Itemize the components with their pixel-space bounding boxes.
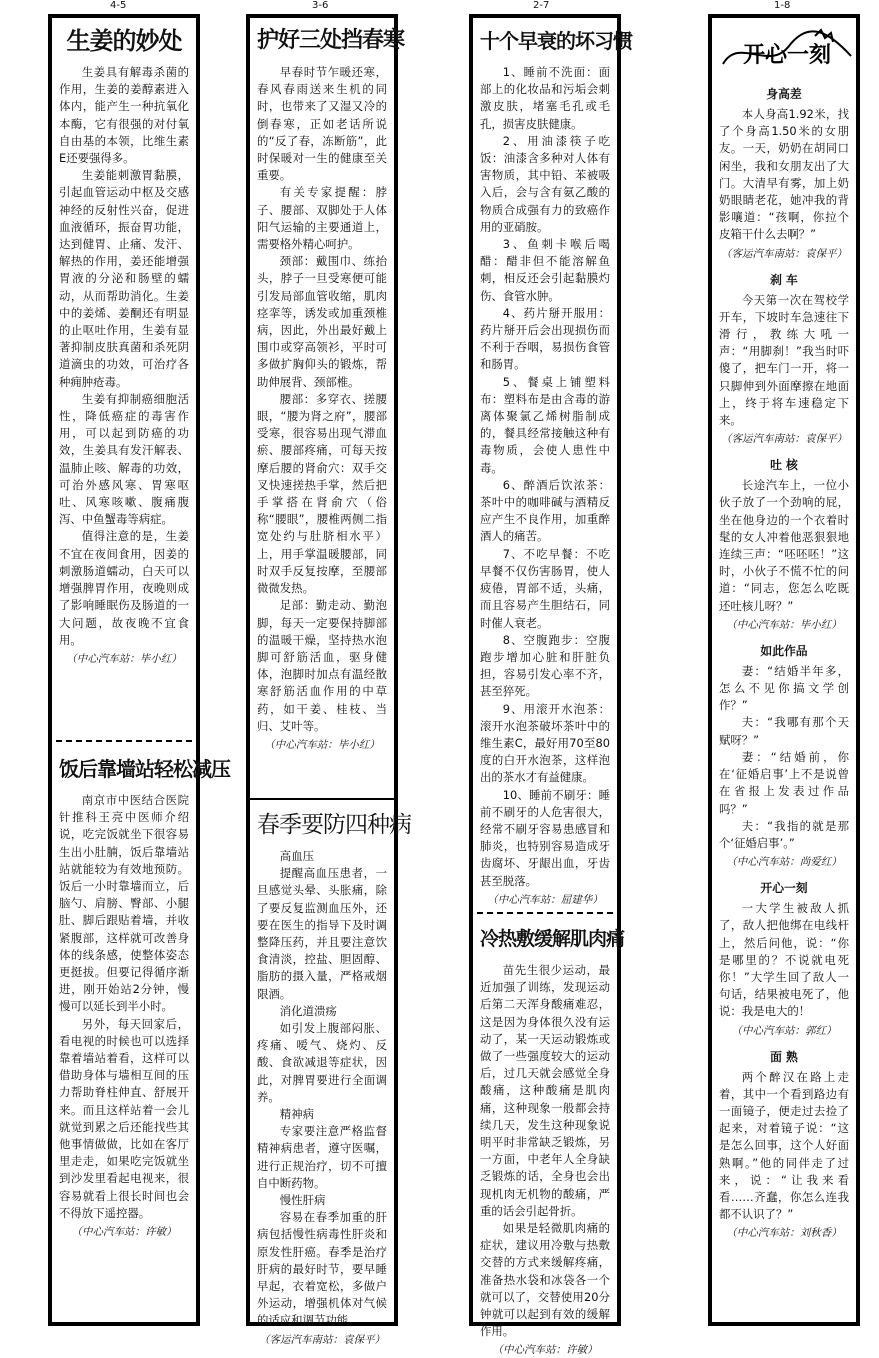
article-title: 护好三处挡春寒 <box>257 28 405 53</box>
paragraph: 容易在春季加重的肝病包括慢性病毒性肝炎和原发性肝癌。春季是治疗肝病的最好时节，要早睡早起，衣着宽松，多做户外运动，增强机体对气候的适应和调节功能。 <box>257 1210 387 1328</box>
author-signature: （中心汽车站：郭红） <box>731 1024 837 1037</box>
page-number: 2-7 <box>533 0 550 11</box>
article-spring-cold <box>257 22 405 798</box>
paragraph: 生姜能刺激胃黏膜，引起血管运动中枢及交感神经的反射性兴奋，促进血液循环，振奋胃功能，达到健胃、止痛、发汗、解热的作用，姜还能增强胃液的分泌和肠壁的蠕动，从而帮助消化。生姜中的姜烯、姜酮还有明显的止呕吐作用，生姜有显著抑制皮肤真菌和杀死阴道滴虫的功效，可治疗各种痈肿疮毒。 <box>59 168 189 389</box>
jokes-section <box>719 22 849 1322</box>
article-spring-diseases <box>257 806 411 1346</box>
joke-title: 刹 车 <box>770 272 798 287</box>
page-number: 1-8 <box>774 0 791 11</box>
article-title: 饭后靠墙站轻松减压 <box>59 757 230 781</box>
column-1 <box>48 14 230 1326</box>
joke-title: 面 熟 <box>770 1049 798 1064</box>
article-body <box>257 64 387 735</box>
column-2 <box>246 14 411 1346</box>
author-signature: （客运汽车南站：袁保平） <box>721 433 847 446</box>
logo-swirl-icon <box>719 26 855 76</box>
paragraph: 1、睡前不洗面：面部上的化妆品和污垢会刺激皮肤，堵塞毛孔或毛孔，损害皮肤健康。 <box>480 65 610 131</box>
article-title: 冷热敷缓解肌肉痛 <box>480 928 625 950</box>
joke-title: 开心一刻 <box>760 881 808 896</box>
paragraph: 9、用滚开水泡茶：滚开水泡茶破坏茶叶中的维生素C，最好用70至80度的白开水泡茶，这样泡出的茶水才有益健康。 <box>480 701 610 785</box>
paragraph: 夫：“我指的就是那个‘征婚启事’。” <box>719 818 849 850</box>
paragraph: 生姜有抑制癌细胞活性，降低癌症的毒害作用，可以起到防癌的功效，生姜具有发汗解表、温肺止咳、解毒的功效，可治外感风寒、胃寒呕吐、风寒咳嗽、腹痛腹泻、中鱼蟹毒等病症。 <box>59 391 189 527</box>
paragraph: 足部：勤走动、勤泡脚，每天一定要保持脚部的温暖干燥，坚持热水泡脚可舒筋活血，驱身健体，泡脚时加点有温经散寒舒筋活血作用的中草药，如干姜、桂枝、当归、艾叶等。 <box>257 598 387 733</box>
author-signature: （中心汽车站：许敏） <box>71 1226 177 1239</box>
paragraph: 8、空腹跑步：空腹跑步增加心脏和肝脏负担，容易引发心率不齐，甚至猝死。 <box>480 632 610 699</box>
author-signature: （客运汽车南站：袁保平） <box>259 1333 385 1346</box>
joke-body <box>719 1069 849 1224</box>
article-stand-wall <box>59 750 230 1322</box>
joke-body <box>719 900 849 1020</box>
paragraph: 5、餐桌上铺塑料布：塑料布是由含毒的游离体聚氯乙烯树脂制成的，餐具经常接触这种有毒物质，会使人患性中毒。 <box>480 374 610 475</box>
article-body <box>59 64 189 649</box>
paragraph: 颈部：戴围巾、练抬头，脖子一旦受寒便可能引发局部血管收缩，肌肉痉挛等，诱发或加重颈椎病，因此，外出最好戴上围巾或穿高领衫，平时可多做扩胸仰头的锻炼，帮助伸展背、颈部椎。 <box>257 254 387 389</box>
page-number: 3-6 <box>312 0 329 11</box>
author-signature: （中心汽车站：尚爱红） <box>726 856 842 869</box>
paragraph: 今天第一次在驾校学开车，下坡时车急速往下滑行，教练大吼一声：“用脚刹！”我当时吓傻了，把车门一开，将一只脚伸到外面摩擦在地面上，终于将车速稳定下来。 <box>719 292 849 428</box>
paragraph: 如果是轻微肌肉痛的症状，建议用冷敷与热敷交替的方式来缓解疼痛，准备热水袋和冰袋各一个就可以了，交替使用20分钟就可以起到有效的缓解作用。 <box>480 1221 610 1339</box>
paragraph: 7、不吃早餐：不吃早餐不仅伤害肠胃，使人疲倦，胃部不适，头痛，而且容易产生胆结石，同时催人衰老。 <box>480 546 610 630</box>
column-4 <box>708 14 860 1326</box>
author-signature: （中心汽车站：毕小红） <box>264 738 380 751</box>
author-signature: （中心汽车站：屈建华） <box>487 893 603 906</box>
paragraph: 有关专家提醒：脖子、腰部、双脚处于人体阳气运输的主要通道上，需要格外精心呵护。 <box>257 185 387 252</box>
article-body <box>257 848 387 1330</box>
author-signature: （中心汽车站：许敏） <box>492 1344 598 1357</box>
author-signature: （中心汽车站：毕小红） <box>66 652 182 665</box>
joke-body <box>719 477 849 615</box>
paragraph: 南京市中医结合医院针推科王亮中医师介绍说，吃完饭就坐下很容易生出小肚腩，饭后靠墙站站就能较为有效地预防。饭后一小时靠墙而立，后脑勺、肩膀、臀部、小腿肚、脚后跟贴着墙，并收紧腹部，这样就可改善身体的线条感，使整体姿态更挺拔。但要记得循序渐进，刚开始站2分钟，慢慢可以延长到半小时。 <box>59 793 189 1014</box>
article-muscle-pain <box>480 920 625 1357</box>
section-divider <box>250 798 394 800</box>
item-heading: 消化道溃疡 <box>279 1003 337 1018</box>
logo-text: 开心一刻 <box>742 43 832 68</box>
paragraph: 生姜具有解毒杀菌的作用，生姜的姜醇素进入体内，能产生一种抗氧化本酶，它有很强的对付氧自由基的本领，比维生素E还要强得多。 <box>59 65 189 166</box>
joke-body <box>719 663 849 852</box>
joke-title: 身高差 <box>766 87 802 101</box>
article-body <box>480 962 610 1340</box>
section-divider <box>56 740 192 742</box>
author-signature: （中心汽车站：刘秋香） <box>726 1227 842 1240</box>
column-3 <box>469 14 632 1357</box>
happy-moment-logo <box>719 26 849 76</box>
joke-title: 如此作品 <box>760 643 808 658</box>
paragraph: 夫：“我哪有那个天赋呀？” <box>719 715 849 747</box>
paragraph: 一大学生被敌人抓了，敌人把他绑在电线杆上，然后问他，说：“你是哪里的？不说就电死你！”大学生回了敌人一句话，结果被电死了，他说：我是电大的！ <box>719 901 849 1019</box>
paragraph: 如引发上腹部闷胀、疼痛、嗳气、烧灼、反酸、食欲减退等症状，因此，对脾胃要进行全面调养。 <box>257 1021 387 1104</box>
paragraph: 6、醉酒后饮浓茶：茶叶中的咖啡碱与酒精反应产生不良作用，加重醉酒人的痛苦。 <box>480 477 610 544</box>
paragraph: 早春时节乍暖还寒，春风春雨送来生机的同时，也带来了又湿又冷的倒春寒，正如老话所说的“反了春，冻断筋”，此时保暖对一生的健康至关重要。 <box>257 65 387 183</box>
paragraph: 另外，每天回家后，看电视的时候也可以选择靠着墙站着看，这样可以借助身体与墙相互间的压力帮助脊柱伸直、舒展开来。而且这样站着一会儿就觉到累之后还能找些其他事情做做，比如在客厅里走走，如果吃完饭就坐到沙发里看起电视来，很容易就看上很长时间也会不得放下遥控器。 <box>59 1016 189 1220</box>
page-number: 4-5 <box>110 0 127 11</box>
article-body <box>480 64 610 890</box>
joke-body <box>719 292 849 430</box>
paragraph: 长途汽车上，一位小伙子放了一个劲响的屁，坐在他身边的一个衣着时髦的女人冲着他恶狠狠地连续三声：“呸呸呸！”这时，小伙子不慌不忙的问道：“同志，您怎么吃既还吐核儿呀？” <box>719 478 849 613</box>
paragraph: 苗先生很少运动，最近加强了训练，发现运动后第二天浑身酸痛难忍，这是因为身体很久没有运动了，某一天运动锻炼或做了一些强度较大的运动后，过几天就会感觉全身酸痛，这种酸痛是肌肉痛，这种现象一般都会持续几天，发生这种现象说明平时非常缺乏锻炼，另一方面，中老年人全身缺乏锻炼的话，全身也会出现机肉无机物的酸痛，严重的话会引起骨折。 <box>480 963 610 1218</box>
author-signature: （客运汽车南站：袁保平） <box>721 247 847 260</box>
paragraph: 专家要注意严格监督精神病患者，遵守医嘱，进行正规治疗，切不可擅自中断药物。 <box>257 1124 387 1190</box>
paragraph: 3、鱼刺卡喉后喝醋：醋非但不能溶解鱼刺，相反还会引起黏膜灼伤、食管水肿。 <box>480 237 610 303</box>
item-heading: 慢性肝病 <box>279 1193 326 1208</box>
article-bad-habits <box>480 22 632 912</box>
paragraph: 值得注意的是，生姜不宜在夜间食用，因姜的刺激肠道蠕动，白天可以增强脾胃作用，夜晚则成了影响睡眠伤及肠道的一大问题，故夜晚不宜食用。 <box>59 529 189 647</box>
article-ginger <box>59 22 189 742</box>
section-divider <box>477 912 613 914</box>
paragraph: 妻：“结婚前，你在‘征婚启事’上不是说曾在省报上发表过作品吗？” <box>719 749 849 816</box>
paragraph: 4、药片掰开服用：药片掰开后会出现损伤而不利于吞咽，易损伤食管和肠胃。 <box>480 305 610 372</box>
paragraph: 本人身高1.92米，找了个身高1.50米的女朋友。一天，奶奶在胡同口闲坐，我和女朋友出了大门。大清早有雾，加上奶奶眼睛老花，她冲我的背影嚷道：“孩啊，你拉个皮箱干什么去啊？” <box>719 107 849 242</box>
article-title: 生姜的妙处 <box>66 27 182 55</box>
article-title: 十个早衰的坏习惯 <box>480 29 632 53</box>
item-heading: 高血压 <box>279 849 314 863</box>
paragraph: 提醒高血压患者，一旦感觉头晕、头胀痛，除了要反复监测血压外，还要在医生的指导下及时调整降压药，并且要注意饮食清淡，控盐、胆固醇、脂肪的摄入量，严格戒烟限酒。 <box>257 866 387 1001</box>
item-heading: 精神病 <box>279 1107 314 1122</box>
paragraph: 2、用油漆筷子吃饭：油漆含多种对人体有害物质，其中铅、苯被吸入后，会与含有氨乙酸的物质合成强有力的致癌作用的亚硝胺。 <box>480 133 610 234</box>
joke-body <box>719 106 849 244</box>
article-body <box>59 792 189 1222</box>
paragraph: 妻：“结婚半年多，怎么不见你搞文学创作？” <box>719 663 849 713</box>
paragraph: 10、睡前不刷牙：睡前不刷牙的人危害很大，经常不刷牙容易患感冒和肺炎，也特别容易造成牙齿腐坏、牙龈出血，牙齿甚至脱落。 <box>480 787 610 888</box>
joke-title: 吐 核 <box>770 458 798 473</box>
paragraph: 两个醉汉在路上走着，其中一个看到路边有一面镜子，便走过去捡了起来，对着镜子说：“这是怎么回事，这个人好面熟啊。”他的同伴走了过来，说：“让我来看看……齐蠢，你怎么连我都不认识了？” <box>719 1069 849 1222</box>
author-signature: （中心汽车站：毕小红） <box>726 618 842 631</box>
paragraph: 腰部：多穿衣、搓腰眼，“腰为肾之府”，腰部受寒，很容易出现气滞血瘀、腰部疼痛，可每天按摩后腰的肾俞穴：双手交叉快速搓热手掌，然后把手掌搭在肾俞穴（俗称“腰眼”，腰椎两侧二指宽处约与肚脐相水平）上，用手掌温暖腰部，同时双手反复按摩，至腰部微微发热。 <box>257 391 387 596</box>
article-title: 春季要防四种病 <box>257 812 411 838</box>
